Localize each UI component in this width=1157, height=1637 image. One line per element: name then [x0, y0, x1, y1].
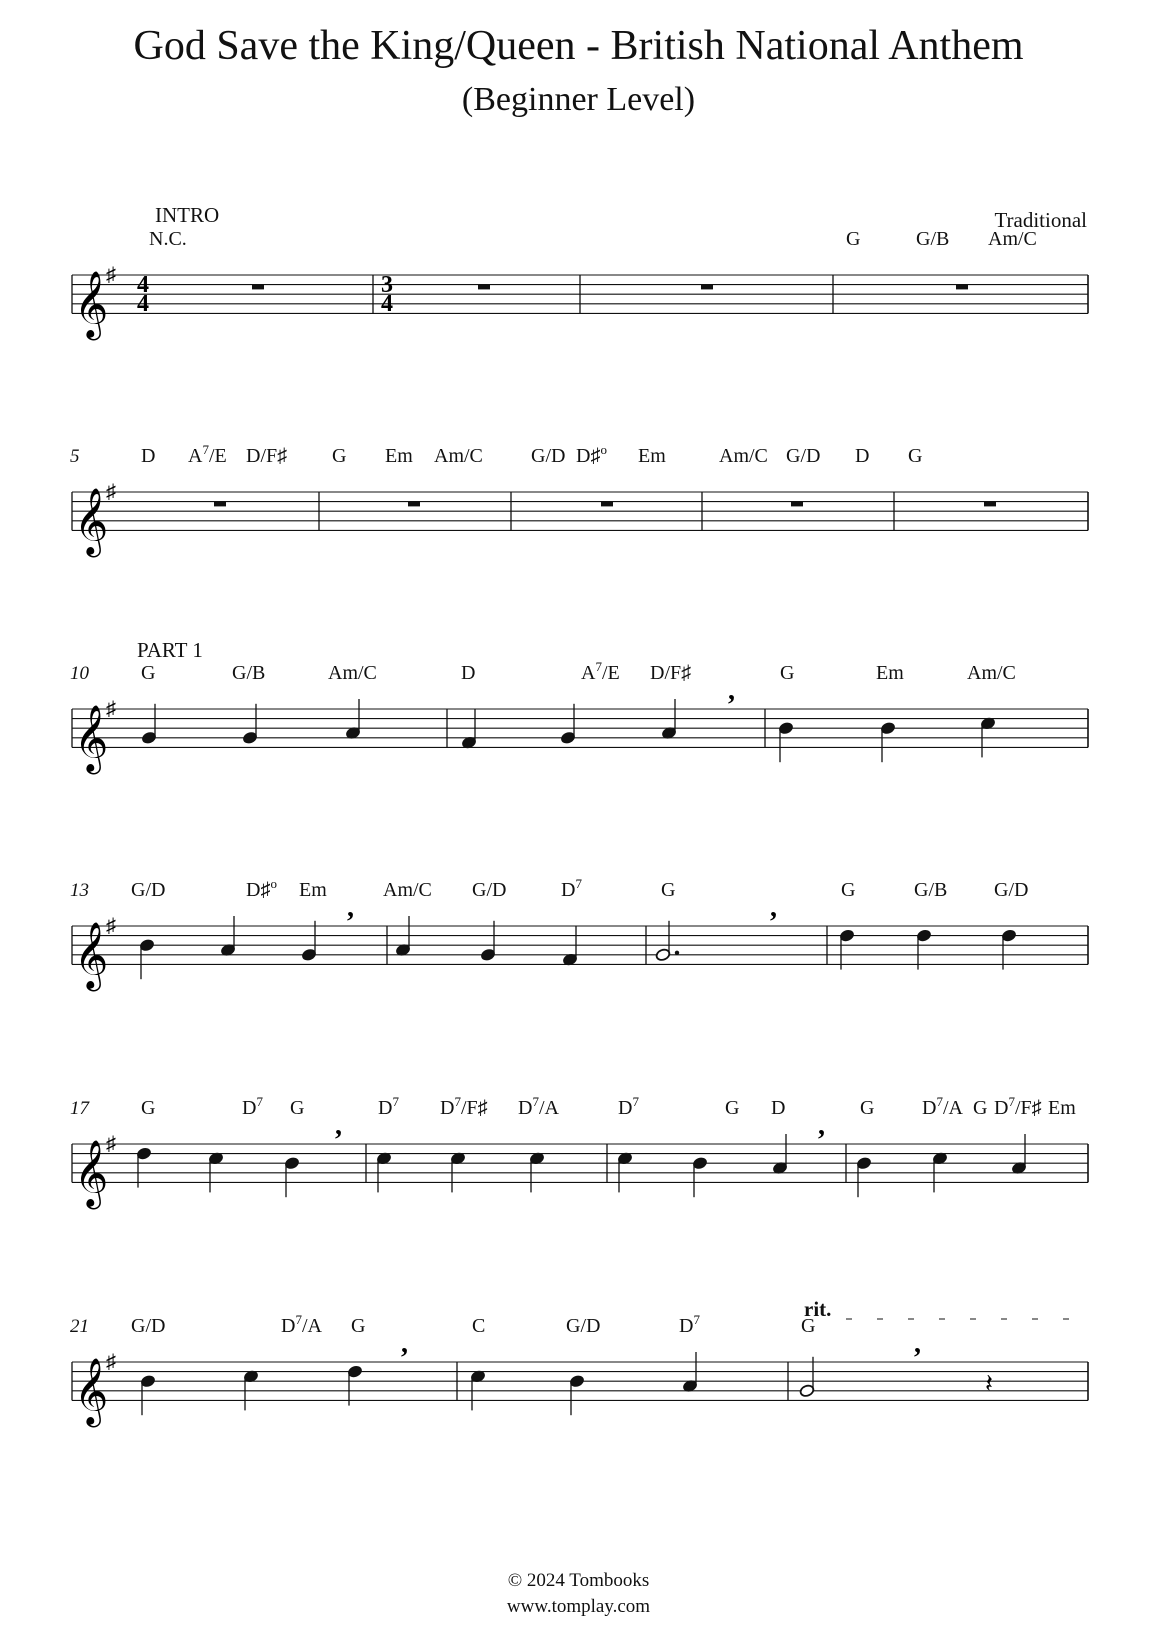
chord-base: D	[141, 445, 156, 467]
chord-base: G	[801, 1315, 816, 1337]
chord-extension: o	[600, 442, 607, 457]
chord-symbol	[786, 445, 820, 467]
chord-base: D	[994, 1097, 1009, 1119]
chord-symbol	[281, 1312, 323, 1337]
chord-symbol	[916, 228, 949, 250]
chord-base: G	[973, 1097, 988, 1119]
measure-rest-icon	[956, 285, 968, 290]
chord-symbol	[518, 1094, 560, 1119]
chord-extension: 7	[532, 1094, 539, 1109]
chord-base: G/D	[131, 879, 166, 901]
chord-base: Em	[1048, 1097, 1076, 1119]
website-text: www.tomplay.com	[506, 1596, 651, 1617]
chord-symbol	[131, 879, 165, 901]
chord-base: G	[846, 228, 861, 250]
chord-extension: 7	[1008, 1094, 1015, 1109]
chord-symbol	[385, 445, 413, 467]
chord-base: D/F♯	[246, 445, 288, 467]
chord-base: D	[461, 662, 476, 684]
chord-symbol	[188, 442, 227, 467]
chord-base: Am/C	[988, 228, 1037, 250]
time-signature-4-4: 4	[137, 291, 149, 317]
staff-system	[70, 442, 1088, 557]
score-subtitle: (Beginner Level)	[461, 81, 696, 118]
bar-number: 10	[70, 663, 89, 684]
chord-base: G/D	[531, 445, 566, 467]
key-signature-sharp-icon: ♯	[106, 1351, 116, 1373]
chord-symbol	[719, 445, 768, 467]
treble-clef-icon: 𝄞	[74, 1140, 109, 1206]
chord-base: D	[679, 1315, 694, 1337]
chord-extension: 7	[454, 1094, 461, 1109]
measure-rest-icon	[408, 502, 420, 507]
chord-base: C	[472, 1315, 486, 1337]
chord-symbol	[141, 1097, 155, 1119]
chord-bass: /F♯	[460, 1097, 488, 1119]
chord-extension: 7	[575, 876, 582, 891]
chord-base: Em	[385, 445, 413, 467]
chord-base: G	[780, 662, 795, 684]
bar-number: 21	[70, 1316, 89, 1337]
chord-symbol	[472, 1315, 485, 1337]
chord-base: G/D	[472, 879, 507, 901]
chord-extension: o	[270, 876, 277, 891]
chord-symbol	[242, 1094, 263, 1119]
chord-symbol	[531, 445, 565, 467]
chord-symbol	[846, 228, 860, 250]
breath-mark-icon: ,	[770, 892, 777, 923]
time-signature-4-4: 4	[137, 272, 149, 298]
chord-base: N.C.	[149, 228, 187, 250]
bar-number: 17	[70, 1098, 89, 1119]
measure-rest-icon	[252, 285, 264, 290]
chord-symbol	[299, 879, 327, 901]
chord-base: D	[855, 445, 870, 467]
measure-rest-icon	[214, 502, 226, 507]
treble-clef-icon: 𝄞	[74, 922, 109, 988]
chord-symbol	[841, 879, 855, 901]
chord-symbol	[328, 662, 377, 684]
staff-system	[72, 203, 1088, 340]
chord-symbol	[461, 662, 475, 684]
chord-symbol	[232, 662, 265, 684]
chord-base: Am/C	[719, 445, 768, 467]
chord-symbol	[725, 1097, 739, 1119]
key-signature-sharp-icon: ♯	[106, 698, 116, 720]
chord-extension: 7	[256, 1094, 263, 1109]
chord-base: G	[290, 1097, 305, 1119]
chord-symbol	[434, 445, 483, 467]
chord-base: G	[332, 445, 347, 467]
measure-rest-icon	[701, 285, 713, 290]
chord-symbol	[561, 876, 582, 901]
chord-symbol	[860, 1097, 874, 1119]
chord-base: D♯	[576, 445, 601, 467]
chord-symbol	[141, 662, 155, 684]
chord-symbol	[351, 1315, 365, 1337]
time-signature-3-4: 4	[381, 291, 393, 317]
quarter-rest-icon: 𝄽	[985, 1369, 993, 1398]
breath-mark-icon: ,	[335, 1110, 342, 1141]
chord-symbol	[994, 879, 1028, 901]
key-signature-sharp-icon: ♯	[106, 481, 116, 503]
staff-system	[70, 1094, 1088, 1209]
chord-symbol	[246, 876, 277, 901]
chord-base: G/D	[994, 879, 1029, 901]
chord-symbol	[638, 445, 666, 467]
breath-mark-icon: ,	[914, 1328, 921, 1359]
chord-extension: 7	[693, 1312, 700, 1327]
key-signature-sharp-icon: ♯	[106, 264, 116, 286]
chord-symbol	[914, 879, 947, 901]
chord-base: D	[440, 1097, 455, 1119]
chord-base: D	[618, 1097, 633, 1119]
section-marker: PART 1	[137, 638, 203, 662]
chord-symbol	[131, 1315, 165, 1337]
breath-mark-icon: ,	[818, 1110, 825, 1141]
chord-base: G/D	[566, 1315, 601, 1337]
breath-mark-icon: ,	[728, 675, 735, 706]
chord-symbol	[967, 662, 1016, 684]
chord-base: G	[141, 662, 156, 684]
chord-base: A	[581, 662, 596, 684]
chord-base: D	[242, 1097, 257, 1119]
footer	[0, 1568, 1157, 1620]
chord-symbol	[771, 1097, 785, 1119]
chord-symbol	[383, 879, 432, 901]
chord-symbol	[141, 445, 155, 467]
measure-rest-icon	[791, 502, 803, 507]
chord-base: G	[841, 879, 856, 901]
chord-base: G	[908, 445, 923, 467]
chord-base: G	[661, 879, 676, 901]
chord-base: G	[141, 1097, 156, 1119]
chord-symbol	[922, 1094, 964, 1119]
chord-base: D♯	[246, 879, 271, 901]
treble-clef-icon: 𝄞	[74, 705, 109, 771]
chord-symbol	[908, 445, 922, 467]
measure-rest-icon	[984, 502, 996, 507]
chord-bass: /A	[942, 1097, 963, 1119]
dot	[675, 951, 679, 955]
chord-base: G	[860, 1097, 875, 1119]
chord-extension: 7	[392, 1094, 399, 1109]
chord-symbol	[855, 445, 869, 467]
chord-extension: 7	[202, 442, 209, 457]
bar-number: 13	[70, 880, 89, 901]
chord-base: D/F♯	[650, 662, 692, 684]
treble-clef-icon: 𝄞	[74, 1358, 109, 1424]
chord-symbol	[988, 228, 1037, 250]
chord-bass: /E	[601, 662, 620, 684]
chord-extension: 7	[295, 1312, 302, 1327]
treble-clef-icon: 𝄞	[74, 488, 109, 554]
chord-symbol	[149, 228, 187, 250]
chord-base: Em	[299, 879, 327, 901]
chord-extension: 7	[632, 1094, 639, 1109]
breath-mark-icon: ,	[347, 892, 354, 923]
staff-system	[70, 1297, 1088, 1427]
chord-base: Em	[876, 662, 904, 684]
chord-base: D	[561, 879, 576, 901]
chord-bass: /F♯	[1014, 1097, 1042, 1119]
staff-system	[70, 638, 1088, 774]
chord-base: Em	[638, 445, 666, 467]
chord-base: G/D	[786, 445, 821, 467]
chord-bass: /E	[208, 445, 227, 467]
chord-base: G/B	[916, 228, 950, 250]
chord-symbol	[876, 662, 904, 684]
chord-base: D	[378, 1097, 393, 1119]
chord-base: G/B	[232, 662, 266, 684]
chord-symbol	[1048, 1097, 1076, 1119]
chord-base: G	[725, 1097, 740, 1119]
key-signature-sharp-icon: ♯	[106, 915, 116, 937]
key-signature-sharp-icon: ♯	[106, 1133, 116, 1155]
chord-bass: /A	[301, 1315, 322, 1337]
chord-symbol	[290, 1097, 304, 1119]
chord-symbol	[378, 1094, 399, 1119]
chord-base: Am/C	[434, 445, 483, 467]
chord-base: G/B	[914, 879, 948, 901]
chord-base: D	[281, 1315, 296, 1337]
chord-symbol	[566, 1315, 600, 1337]
score-title: God Save the King/Queen - British National Anthem	[133, 23, 1024, 69]
bar-number: 5	[70, 446, 80, 467]
section-marker: INTRO	[155, 203, 220, 227]
chord-symbol	[973, 1097, 987, 1119]
chord-symbol	[618, 1094, 639, 1119]
chord-extension: 7	[595, 659, 602, 674]
chord-bass: /A	[538, 1097, 559, 1119]
treble-clef-icon: 𝄞	[74, 271, 109, 337]
chord-symbol	[801, 1315, 815, 1337]
chord-extension: 7	[936, 1094, 943, 1109]
composer-credit: Traditional	[994, 208, 1087, 232]
chord-base: G/D	[131, 1315, 166, 1337]
chord-symbol	[472, 879, 506, 901]
chord-base: G	[351, 1315, 366, 1337]
staff-system	[70, 876, 1088, 991]
chord-symbol	[576, 442, 607, 467]
measure-rest-icon	[478, 285, 490, 290]
chord-symbol	[332, 445, 346, 467]
chord-base: D	[518, 1097, 533, 1119]
chord-symbol	[246, 445, 287, 467]
chord-symbol	[581, 659, 620, 684]
chord-base: Am/C	[328, 662, 377, 684]
chord-symbol	[440, 1094, 488, 1119]
chord-symbol	[780, 662, 794, 684]
chord-symbol	[650, 662, 691, 684]
chord-base: Am/C	[967, 662, 1016, 684]
copyright-text: © 2024 Tombooks	[507, 1570, 650, 1591]
breath-mark-icon: ,	[401, 1328, 408, 1359]
chord-symbol	[661, 879, 675, 901]
chord-base: D	[922, 1097, 937, 1119]
chord-base: A	[188, 445, 203, 467]
tempo-marking-rit: rit.	[804, 1297, 832, 1321]
measure-rest-icon	[601, 502, 613, 507]
chord-base: Am/C	[383, 879, 432, 901]
time-signature-3-4: 3	[381, 272, 393, 298]
chord-symbol	[679, 1312, 700, 1337]
chord-symbol	[994, 1094, 1042, 1119]
chord-base: D	[771, 1097, 786, 1119]
